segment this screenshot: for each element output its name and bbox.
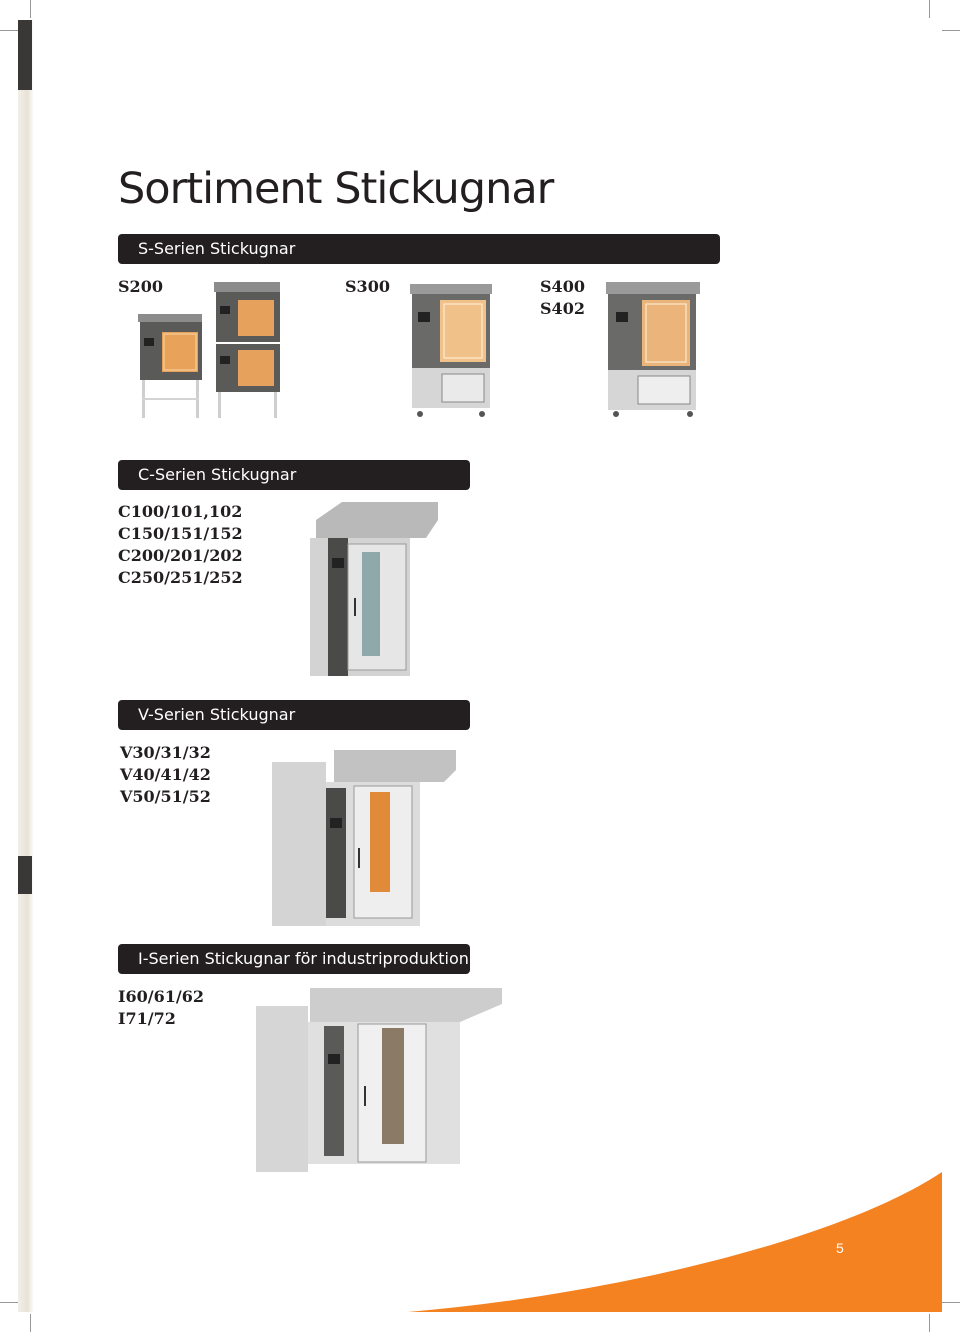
model-label: I60/61/62 xyxy=(118,987,204,1006)
model-label: S402 xyxy=(540,299,585,318)
model-label: C150/151/152 xyxy=(118,524,243,543)
page-title: Sortiment Stickugnar xyxy=(118,164,554,214)
model-label: S200 xyxy=(118,277,163,296)
model-label: C100/101,102 xyxy=(118,502,243,521)
page-number: 5 xyxy=(836,1240,844,1256)
model-label: S300 xyxy=(345,277,390,296)
v-series-heading: V-Serien Stickugnar xyxy=(118,700,470,730)
s-series-heading: S-Serien Stickugnar xyxy=(118,234,720,264)
model-label: C250/251/252 xyxy=(118,568,243,587)
i-series-heading: I-Serien Stickugnar för industriproduktion xyxy=(118,944,470,974)
model-label: I71/72 xyxy=(118,1009,176,1028)
model-label: C200/201/202 xyxy=(118,546,243,565)
model-label: S400 xyxy=(540,277,585,296)
model-label: V30/31/32 xyxy=(120,743,211,762)
model-label: V50/51/52 xyxy=(120,787,211,806)
model-label: V40/41/42 xyxy=(120,765,211,784)
c-series-heading: C-Serien Stickugnar xyxy=(118,460,470,490)
